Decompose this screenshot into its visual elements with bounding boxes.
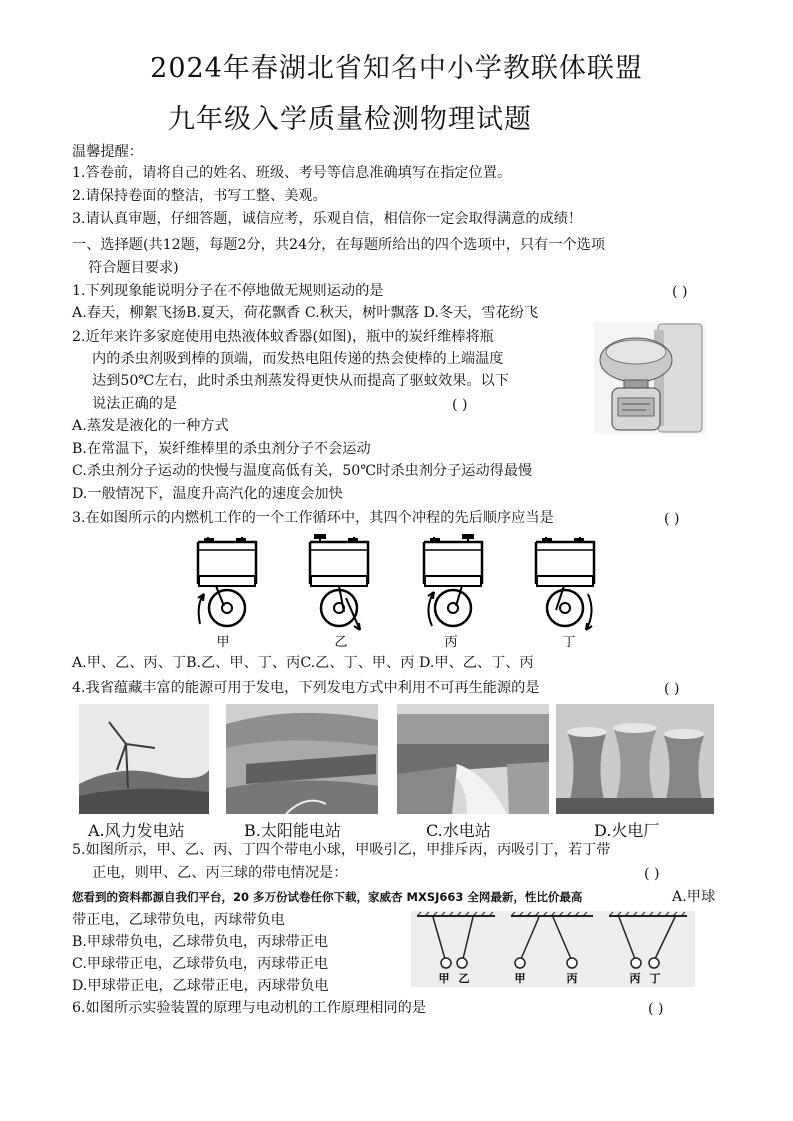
question-6-stem: 6.如图所示实验装置的原理与电动机的工作原理相同的是: [72, 1000, 427, 1016]
question-2-option: A.蒸发是液化的一种方式: [72, 418, 229, 434]
answer-bracket: ( ): [648, 1001, 664, 1017]
notice-item: 1.答卷前，请将自己的姓名、班级、考号等信息准确填写在指定位置。: [72, 165, 512, 181]
thermal-power-image: [556, 704, 714, 814]
image-caption: A.风力发电站: [88, 821, 185, 840]
question-2-stem: 2.近年来许多家庭使用电热液体蚊香器(如图)，瓶中的炭纤维棒将瓶: [72, 329, 494, 345]
engine-label: 丁: [562, 635, 576, 650]
answer-bracket: ( ): [672, 284, 688, 300]
question-5-option-a: A.甲球: [672, 889, 716, 905]
question-2-stem: 内的杀虫剂吸到棒的顶端，而发热电阻传递的热会使棒的上端温度: [92, 351, 504, 367]
ball-label: 甲: [514, 972, 526, 985]
ball-label: 乙: [458, 972, 470, 985]
question-5-stem: 5.如图所示，甲、乙、丙、丁四个带电小球，甲吸引乙，甲排斥丙，丙吸引丁，若丁带: [72, 842, 611, 858]
question-5-stem: 正电，则甲、乙、丙三球的带电情况是：: [92, 865, 348, 881]
answer-bracket: ( ): [664, 681, 680, 697]
answer-bracket: ( ): [452, 397, 468, 413]
exam-title: 2024年春湖北省知名中小学教联体联盟: [150, 53, 643, 84]
ball-label: 丙: [566, 972, 578, 985]
wind-power-image: [79, 704, 209, 814]
charged-balls-diagram: [411, 911, 695, 987]
question-5-option: C.甲球带正电，乙球带负电，丙球带正电: [72, 956, 329, 972]
section-heading-cont: 符合题目要求): [88, 260, 179, 276]
promo-text: 您看到的资料都源自我们平台，20 多万份试卷任你下载，家威杏 MXSJ663 全网最新，性比价最高: [72, 890, 583, 904]
exam-subtitle: 九年级入学质量检测物理试题: [168, 104, 532, 135]
mosquito-repellent-image: [594, 322, 706, 434]
answer-bracket: ( ): [664, 511, 680, 527]
question-2-stem: 达到50℃左右，此时杀虫剂蒸发得更快从而提高了驱蚊效果。以下: [92, 373, 509, 389]
ball-label: 甲: [438, 972, 450, 985]
question-1-options: A.春天，柳絮飞扬B.夏天，荷花飘香 C.秋天，树叶飘落 D.冬天，雪花纷飞: [72, 305, 539, 321]
question-5-option: D.甲球带正电，乙球带正电，丙球带负电: [72, 978, 329, 994]
section-heading: 一、选择题(共12题，每题2分，共24分，在每题所给出的四个选项中，只有一个选项: [72, 237, 606, 253]
question-3-options: A.甲、乙、丙、丁B.乙、甲、丁、丙C.乙、丁、甲、丙 D.甲、乙、丁、丙: [72, 655, 534, 671]
question-5-option-a-cont: 带正电，乙球带负电，丙球带负电: [72, 912, 285, 928]
engine-strokes-diagram: [190, 534, 630, 652]
question-2-option: C.杀虫剂分子运动的快慢与温度高低有关，50℃时杀虫剂分子运动得最慢: [72, 463, 533, 479]
answer-bracket: ( ): [644, 866, 660, 882]
image-caption: B.太阳能电站: [244, 821, 341, 840]
question-3-stem: 3.在如图所示的内燃机工作的一个工作循环中，其四个冲程的先后顺序应当是: [72, 510, 554, 526]
question-1-stem: 1.下列现象能说明分子在不停地做无规则运动的是: [72, 283, 384, 299]
question-4-stem: 4.我省蕴藏丰富的能源可用于发电，下列发电方式中利用不可再生能源的是: [72, 680, 540, 696]
question-2-option: D.一般情况下，温度升高汽化的速度会加快: [72, 486, 343, 502]
solar-power-image: [226, 704, 378, 814]
question-2-option: B.在常温下，炭纤维棒里的杀虫剂分子不会运动: [72, 441, 371, 457]
engine-label: 丙: [444, 635, 458, 650]
hydro-power-image: [397, 704, 549, 814]
question-2-stem: 说法正确的是: [92, 396, 178, 412]
notice-heading: 温馨提醒：: [72, 144, 143, 160]
ball-label: 丁: [649, 972, 661, 985]
engine-label: 乙: [334, 635, 348, 650]
image-caption: C.水电站: [426, 821, 491, 840]
ball-label: 丙: [629, 972, 641, 985]
image-caption: D.火电厂: [594, 821, 660, 840]
engine-label: 甲: [216, 635, 230, 650]
notice-item: 2.请保持卷面的整洁，书写工整、美观。: [72, 188, 327, 204]
question-5-option: B.甲球带负电，乙球带负电，丙球带正电: [72, 934, 329, 950]
notice-item: 3.请认真审题，仔细答题，诚信应考，乐观自信，相信你一定会取得满意的成绩！: [72, 211, 583, 227]
